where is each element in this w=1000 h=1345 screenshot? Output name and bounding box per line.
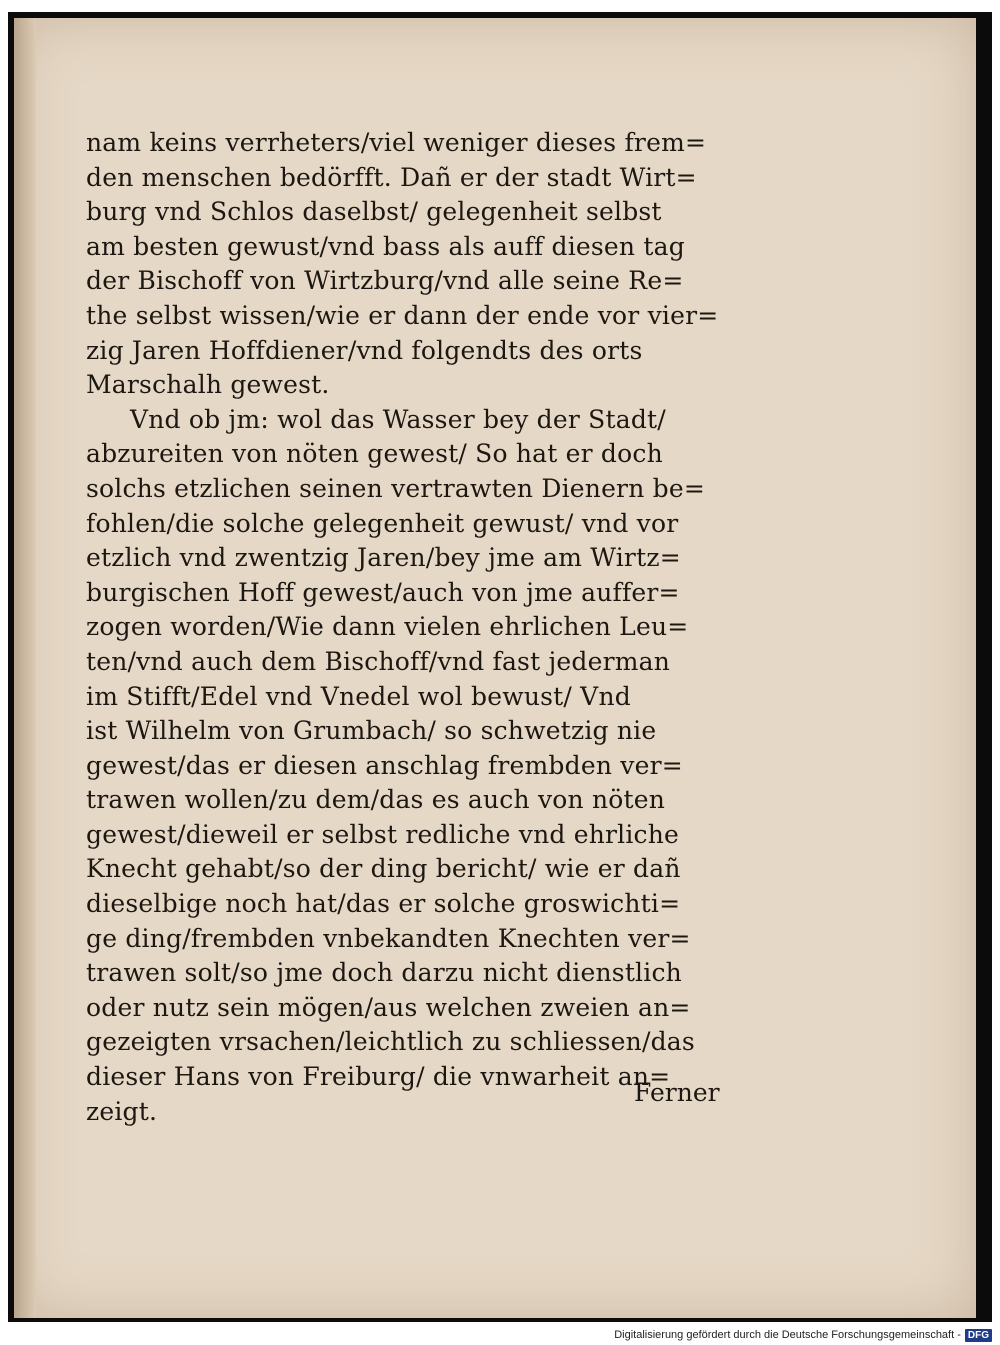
text-line: burg vnd Schlos daselbst/ gelegenheit selbst: [86, 197, 662, 227]
text-line: ten/vnd auch dem Bischoff/vnd fast jederman: [86, 646, 671, 676]
text-line: nam keins verrheters/viel weniger dieses frem=: [86, 128, 707, 157]
text-line: solchs etzlichen seinen vertrawten Dienern be=: [86, 473, 706, 503]
text-line: trawen wollen/zu dem/das es auch von nöten: [86, 785, 666, 815]
text-line: burgischen Hoff gewest/auch von jme auffer=: [86, 577, 680, 607]
text-line: zeigt.: [86, 1096, 158, 1126]
book-page: [14, 18, 976, 1318]
text-line: Knecht gehabt/so der ding bericht/ wie er dañ: [86, 854, 681, 884]
text-line: am besten gewust/vnd bass als auff diesen tag: [86, 231, 685, 261]
text-line: dieselbige noch hat/das er solche groswichti=: [86, 889, 681, 919]
text-line: gewest/dieweil er selbst redliche vnd ehrliche: [86, 819, 680, 849]
funding-credit: Digitalisierung gefördert durch die Deutsche Forschungsgemeinschaft -: [614, 1329, 961, 1341]
text-line: abzureiten von nöten gewest/ So hat er doch: [86, 439, 663, 469]
page-text-block: [86, 126, 742, 1129]
text-line: dieser Hans von Freiburg/ die vnwarheit an=: [86, 1062, 671, 1092]
dfg-logo-icon: DFG: [965, 1329, 992, 1342]
text-line: gezeigten vrsachen/leichtlich zu schliessen/das: [86, 1027, 695, 1057]
catchword: Ferner: [634, 1078, 720, 1107]
text-line: trawen solt/so jme doch darzu nicht dienstlich: [86, 958, 682, 988]
paragraph-start-line: Vnd ob jm: wol das Wasser bey der Stadt/: [130, 404, 666, 434]
text-line: ge ding/frembden vnbekandten Knechten ver=: [86, 923, 691, 953]
page-gutter-edge: [14, 18, 36, 1318]
text-line: ist Wilhelm von Grumbach/ so schwetzig nie: [86, 716, 657, 746]
text-line: im Stifft/Edel vnd Vnedel wol bewust/ Vnd: [86, 681, 631, 711]
text-line: etzlich vnd zwentzig Jaren/bey jme am Wirtz=: [86, 543, 681, 573]
text-line: oder nutz sein mögen/aus welchen zweien an=: [86, 992, 691, 1022]
text-line: zogen worden/Wie dann vielen ehrlichen Leu=: [86, 612, 689, 642]
text-line: zig Jaren Hoffdiener/vnd folgendts des orts: [86, 335, 643, 365]
text-line: fohlen/die solche gelegenheit gewust/ vnd vor: [86, 508, 679, 538]
digitization-footer: [614, 1327, 992, 1343]
text-line: der Bischoff von Wirtzburg/vnd alle seine Re=: [86, 266, 684, 296]
text-line: gewest/das er diesen anschlag frembden ver=: [86, 750, 683, 780]
text-line: the selbst wissen/wie er dann der ende vor vier=: [86, 300, 719, 330]
text-line: Marschalh gewest.: [86, 370, 330, 400]
text-line: den menschen bedörfft. Dañ er der stadt Wirt=: [86, 162, 697, 192]
